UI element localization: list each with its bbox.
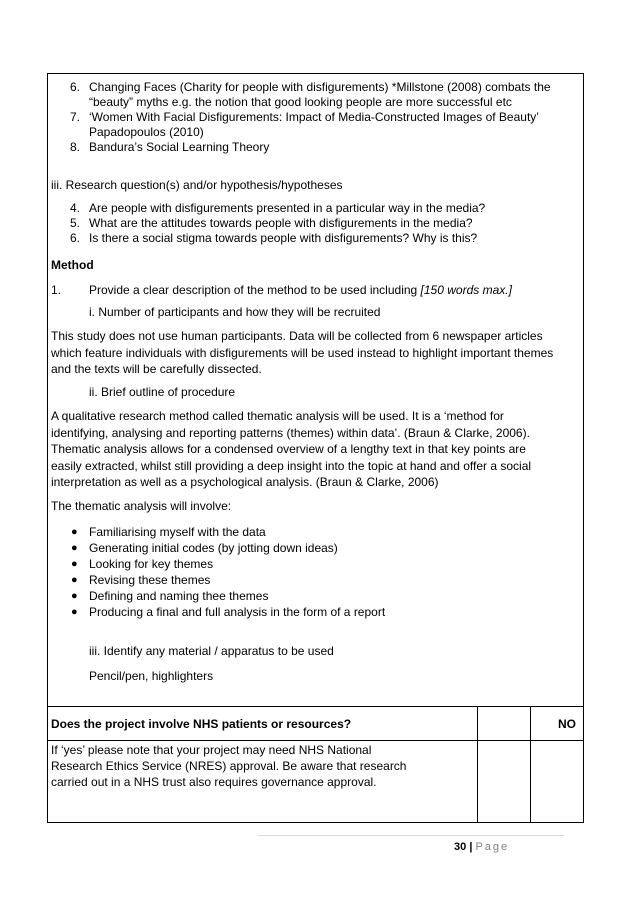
research-heading: iii. Research question(s) and/or hypothesis/hypotheses <box>51 178 343 192</box>
material-heading: iii. Identify any material / apparatus to be used <box>89 644 334 658</box>
procedure-text: identifying, analysing and reporting patterns (themes) within data’. (Braun & Clarke, 2006). <box>51 426 530 440</box>
material-text: Pencil/pen, highlighters <box>89 669 214 683</box>
method-item-number: 1. <box>51 283 62 297</box>
table-divider <box>530 707 531 822</box>
list-number: 6. <box>69 80 80 94</box>
bullet-icon: ● <box>71 590 78 602</box>
table-divider <box>477 707 478 822</box>
participants-text: and the texts will be carefully dissected. <box>51 362 262 376</box>
nhs-answer: NO <box>558 717 576 731</box>
procedure-text: easily extracted, whilst still providing a deep insight into the topic at hand and offer a social <box>51 459 532 473</box>
bullet-item: Familiarising myself with the data <box>89 525 266 539</box>
procedure-heading: ii. Brief outline of procedure <box>89 385 236 399</box>
thematic-intro: The thematic analysis will involve: <box>51 499 232 513</box>
bullet-item: Generating initial codes (by jotting down ideas) <box>89 541 338 555</box>
list-number: 5. <box>69 216 80 230</box>
reference-text: Changing Faces (Charity for people with disfigurements) *Millstone (2008) combats the <box>89 80 551 94</box>
list-number: 6. <box>69 231 80 245</box>
bullet-icon: ● <box>71 558 78 570</box>
method-item-text: Provide a clear description of the method to be used including [150 words max.] <box>89 283 512 297</box>
bullet-item: Defining and naming thee themes <box>89 589 269 603</box>
footer-rule <box>258 835 564 836</box>
bullet-icon: ● <box>71 526 78 538</box>
page-footer <box>454 840 509 854</box>
page-label: Page <box>475 841 510 853</box>
bullet-icon: ● <box>71 606 78 618</box>
participants-heading: i. Number of participants and how they will be recruited <box>89 305 381 319</box>
procedure-text: A qualitative research method called thematic analysis will be used. It is a ‘method for <box>51 409 504 423</box>
nhs-note: If ‘yes’ please note that your project may need NHS National <box>51 743 372 757</box>
research-question: Is there a social stigma towards people with disfigurements? Why is this? <box>89 231 478 245</box>
reference-text: “beauty” myths e.g. the notion that good looking people are more successful etc <box>89 95 512 109</box>
reference-text: Papadopoulos (2010) <box>89 125 204 139</box>
footer-separator: | <box>469 841 473 853</box>
bullet-item: Looking for key themes <box>89 557 214 571</box>
participants-text: This study does not use human participants. Data will be collected from 6 newspaper articles <box>51 329 543 343</box>
page-number: 30 <box>454 841 467 853</box>
procedure-text: interpretation as well as a psychological analysis. (Braun & Clarke, 2006) <box>51 475 439 489</box>
method-heading: Method <box>51 258 94 272</box>
research-question: Are people with disfigurements presented in a particular way in the media? <box>89 201 486 215</box>
nhs-note: Research Ethics Service (NRES) approval. Be aware that research <box>51 759 407 773</box>
nhs-question: Does the project involve NHS patients or resources? <box>51 717 352 731</box>
research-question: What are the attitudes towards people with disfigurements in the media? <box>89 216 473 230</box>
list-number: 4. <box>69 201 80 215</box>
nhs-note: carried out in a NHS trust also requires governance approval. <box>51 775 377 789</box>
bullet-item: Producing a final and full analysis in the form of a report <box>89 605 386 619</box>
procedure-text: Thematic analysis allows for a condensed overview of a lengthy text in that key points are <box>51 442 526 456</box>
reference-text: ‘Women With Facial Disfigurements: Impact of Media-Constructed Images of Beauty’ <box>89 110 539 124</box>
bullet-item: Revising these themes <box>89 573 211 587</box>
reference-text: Bandura’s Social Learning Theory <box>89 140 270 154</box>
participants-text: which feature individuals with disfigurements will be used instead to highlight important themes <box>51 346 554 360</box>
list-number: 8. <box>69 140 80 154</box>
bullet-icon: ● <box>71 574 78 586</box>
list-number: 7. <box>69 110 80 124</box>
bullet-icon: ● <box>71 542 78 554</box>
